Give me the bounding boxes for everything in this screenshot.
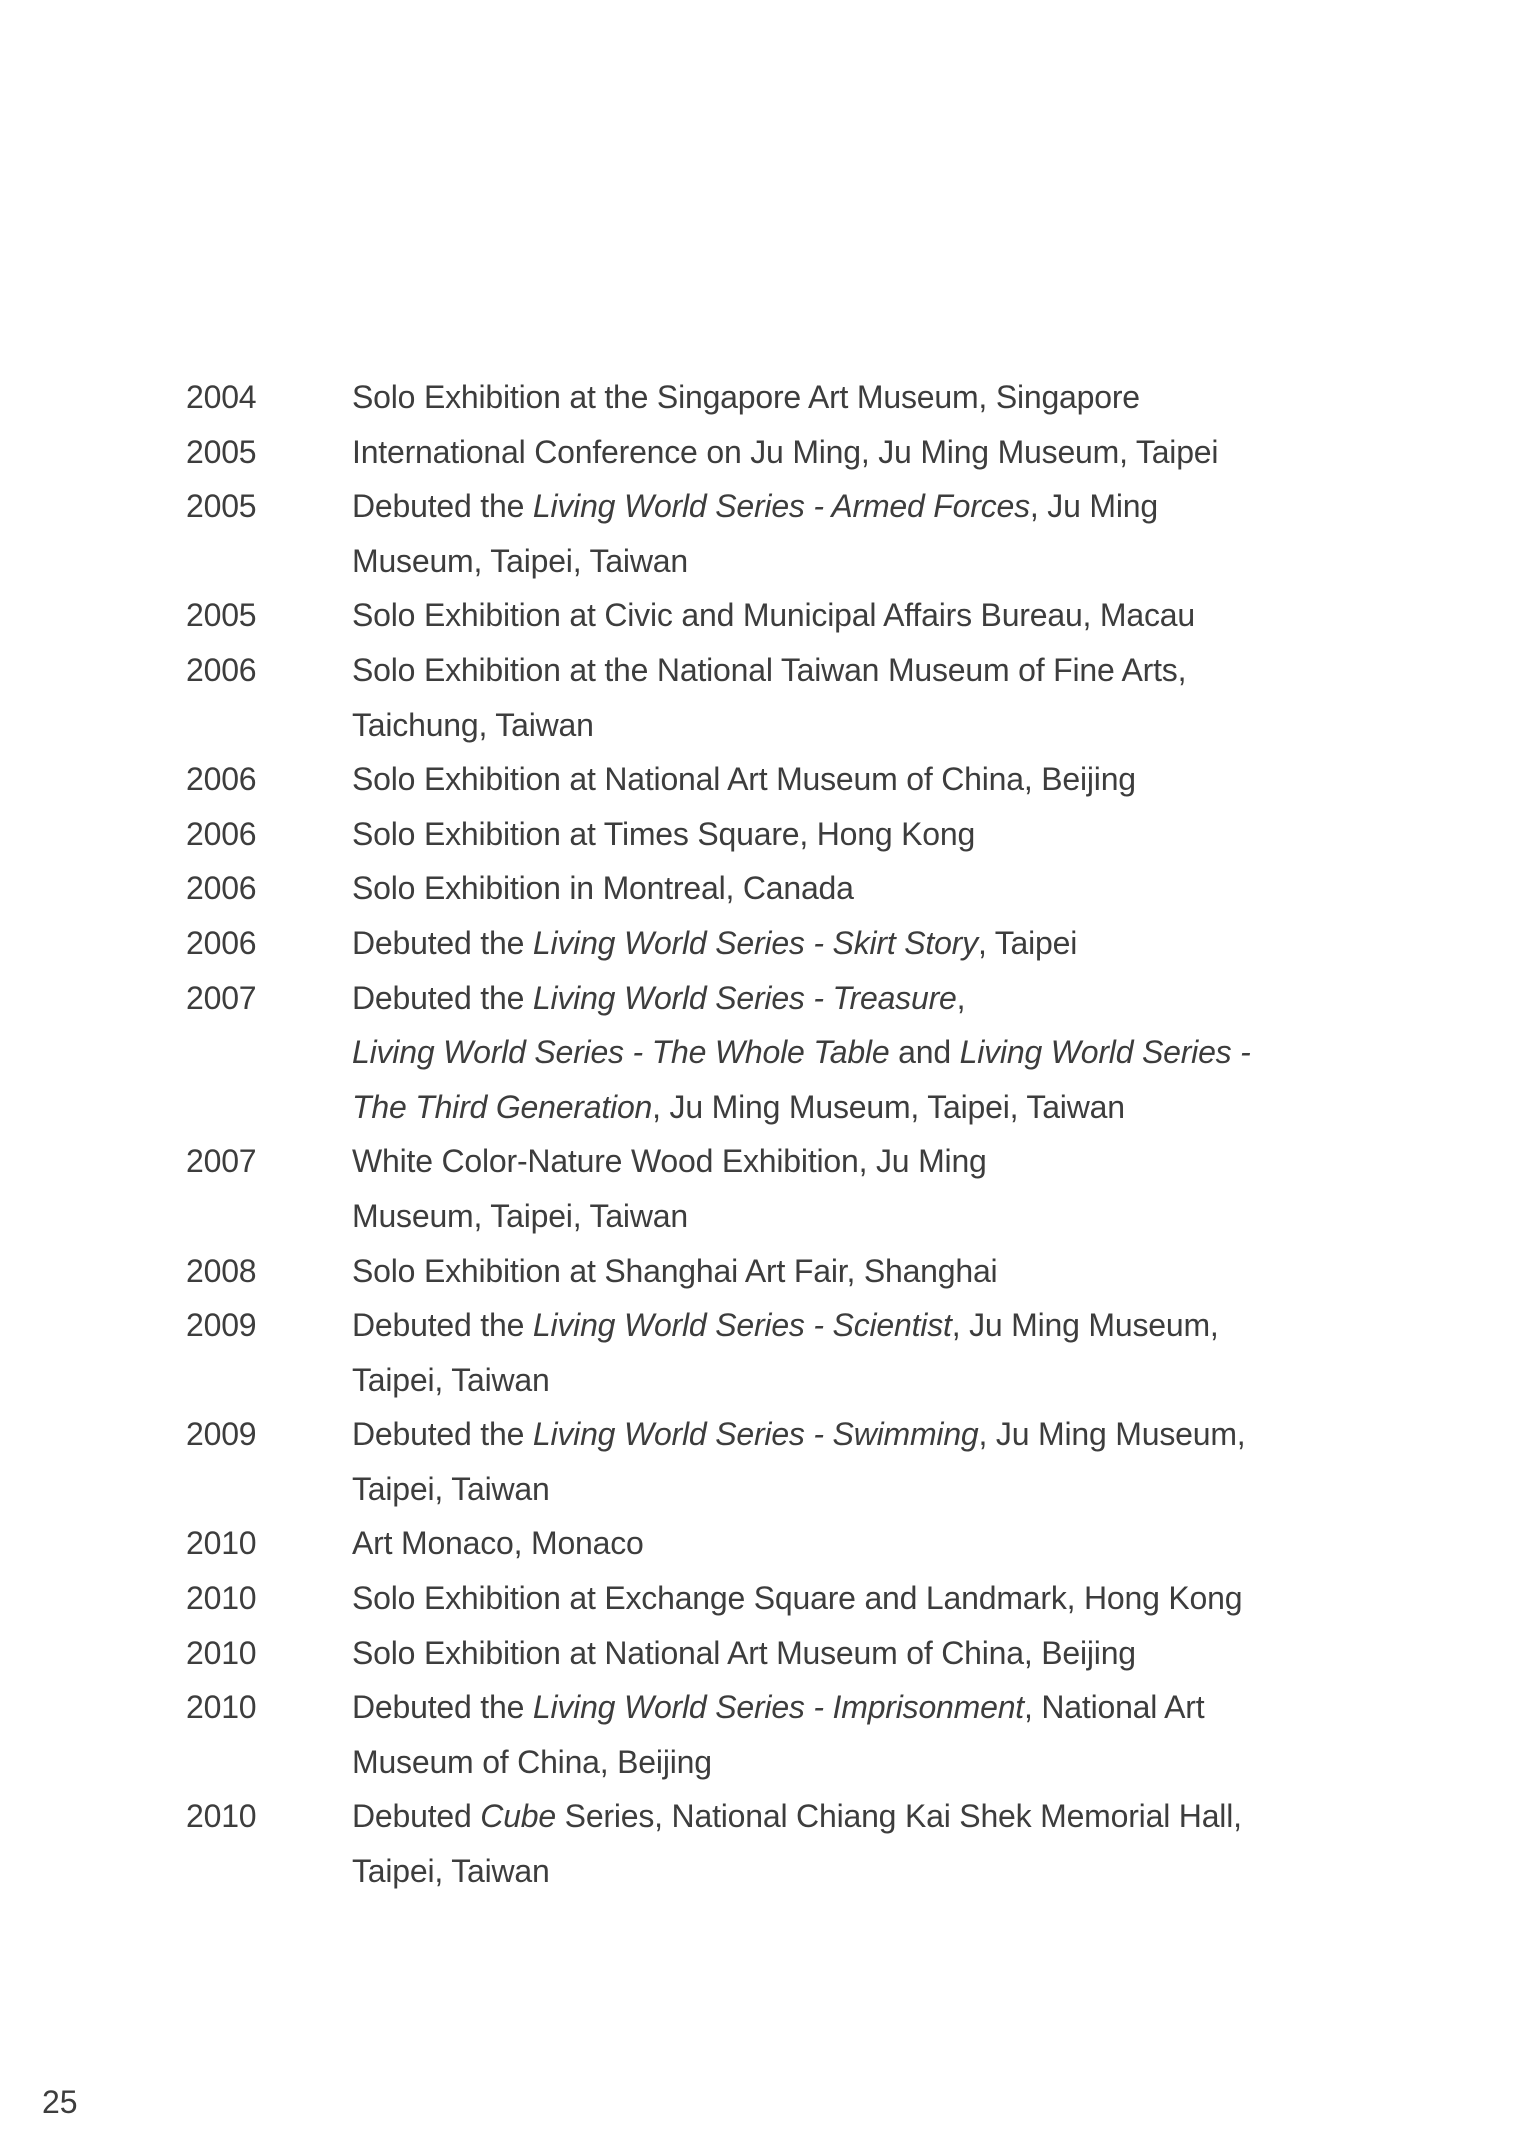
chronology-entry bbox=[186, 1244, 1326, 1299]
chronology-entry bbox=[186, 861, 1326, 916]
page-number: 25 bbox=[42, 2084, 78, 2120]
entry-text: Solo Exhibition in Montreal, Canada bbox=[352, 870, 854, 907]
entry-year: 2006 bbox=[186, 651, 257, 688]
entry-text: Art Monaco, Monaco bbox=[352, 1525, 644, 1562]
entry-text: Debuted the Living World Series - Skirt Story, Taipei bbox=[352, 924, 1078, 961]
entry-text: White Color-Nature Wood Exhibition, Ju Ming Museum, Taipei, Taiwan bbox=[352, 1143, 987, 1234]
entry-text: Solo Exhibition at National Art Museum of China, Beijing bbox=[352, 1634, 1136, 1671]
chronology-entry bbox=[186, 479, 1326, 588]
chronology-entry bbox=[186, 588, 1326, 643]
chronology-entry bbox=[186, 643, 1326, 752]
work-title: Living World Series - The Whole Table bbox=[352, 1034, 890, 1071]
entry-text: Solo Exhibition at Shanghai Art Fair, Shanghai bbox=[352, 1252, 998, 1289]
work-title: Living World Series - Armed Forces bbox=[532, 488, 1030, 525]
entry-text: Solo Exhibition at the Singapore Art Museum, Singapore bbox=[352, 379, 1140, 415]
chronology-entry bbox=[186, 807, 1326, 862]
entry-year: 2008 bbox=[186, 1252, 257, 1289]
entry-text: Debuted the Living World Series - Treasure, Living World Series - The Whole Table and Living World Series - The Third Generation, Ju Ming Museum, Taipei, Taiwan bbox=[352, 979, 1251, 1125]
entry-year: 2009 bbox=[186, 1416, 257, 1453]
chronology-entry bbox=[186, 916, 1326, 971]
chronology-entry bbox=[186, 370, 1326, 425]
work-title: Living World Series - Imprisonment bbox=[532, 1689, 1024, 1726]
entry-year: 2009 bbox=[186, 1307, 257, 1344]
entry-year: 2010 bbox=[186, 1580, 257, 1617]
entry-year: 2006 bbox=[186, 870, 257, 907]
chronology-entry bbox=[186, 971, 1326, 1135]
chronology-entry bbox=[186, 1626, 1326, 1681]
entry-year: 2005 bbox=[186, 433, 257, 470]
chronology-entry bbox=[186, 1571, 1326, 1626]
entry-text: Solo Exhibition at National Art Museum of China, Beijing bbox=[352, 761, 1136, 798]
entry-text: Solo Exhibition at Times Square, Hong Kong bbox=[352, 815, 976, 852]
entry-text: Solo Exhibition at the National Taiwan Museum of Fine Arts, Taichung, Taiwan bbox=[352, 651, 1187, 743]
entry-text: Solo Exhibition at Exchange Square and Landmark, Hong Kong bbox=[352, 1580, 1243, 1617]
entry-year: 2010 bbox=[186, 1689, 257, 1726]
chronology-entry bbox=[186, 1516, 1326, 1571]
work-title: Living World Series - The Third Generation bbox=[352, 1034, 1251, 1125]
work-title: Living World Series - Scientist bbox=[532, 1307, 952, 1344]
entry-text: Debuted the Living World Series - Armed Forces, Ju Ming Museum, Taipei, Taiwan bbox=[352, 488, 1158, 579]
entry-year: 2005 bbox=[186, 597, 257, 634]
entry-year: 2010 bbox=[186, 1798, 257, 1835]
chronology-entry bbox=[186, 1134, 1326, 1243]
entry-year: 2010 bbox=[186, 1525, 257, 1562]
entry-text: Debuted the Living World Series - Imprisonment, National Art Museum of China, Beijing bbox=[352, 1689, 1205, 1780]
chronology-entry bbox=[186, 1298, 1326, 1407]
entry-text: Debuted the Living World Series - Scientist, Ju Ming Museum, Taipei, Taiwan bbox=[352, 1307, 1219, 1398]
entry-year: 2007 bbox=[186, 979, 257, 1016]
entry-year: 2006 bbox=[186, 924, 257, 961]
chronology-entry bbox=[186, 1407, 1326, 1516]
chronology-entry bbox=[186, 752, 1326, 807]
entry-year: 2010 bbox=[186, 1634, 257, 1671]
work-title: Cube bbox=[480, 1798, 556, 1835]
entry-text: Debuted Cube Series, National Chiang Kai Shek Memorial Hall, Taipei, Taiwan bbox=[352, 1798, 1242, 1890]
chronology-entry bbox=[186, 1789, 1326, 1898]
work-title: Living World Series - Skirt Story bbox=[532, 924, 978, 961]
chronology-entry bbox=[186, 1680, 1326, 1789]
entry-year: 2007 bbox=[186, 1143, 257, 1180]
chronology-entry bbox=[186, 425, 1326, 480]
entry-text: Solo Exhibition at Civic and Municipal Affairs Bureau, Macau bbox=[352, 597, 1195, 634]
entry-text: Debuted the Living World Series - Swimming, Ju Ming Museum, Taipei, Taiwan bbox=[352, 1416, 1246, 1507]
exhibition-chronology bbox=[186, 370, 1326, 1899]
entry-year: 2005 bbox=[186, 488, 257, 525]
entry-year: 2006 bbox=[186, 815, 257, 852]
entry-year: 2006 bbox=[186, 761, 257, 798]
work-title: Living World Series - Swimming bbox=[532, 1416, 979, 1453]
work-title: Living World Series - Treasure bbox=[532, 979, 957, 1016]
entry-year: 2004 bbox=[186, 379, 257, 415]
entry-text: International Conference on Ju Ming, Ju Ming Museum, Taipei bbox=[352, 433, 1219, 470]
